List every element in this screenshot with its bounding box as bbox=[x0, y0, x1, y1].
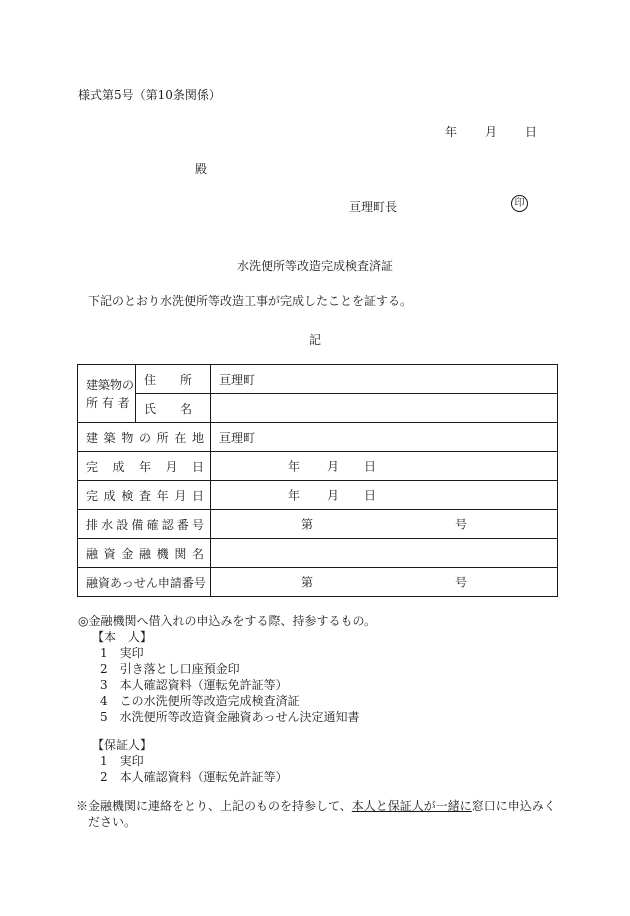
go-label: 号 bbox=[455, 575, 468, 590]
footer-note-underlined: 本人と保証人が一緒に bbox=[351, 799, 472, 813]
footer-note bbox=[76, 798, 556, 814]
owner-label-line2: 所 有 者 bbox=[86, 395, 130, 410]
month-label: 月 bbox=[485, 125, 498, 139]
day-label: 日 bbox=[364, 459, 377, 474]
guarantor-heading: 【保証人】 bbox=[92, 738, 153, 752]
inspection-date-value bbox=[211, 481, 558, 510]
bank-name-label: 融資金融機関名 bbox=[78, 539, 211, 568]
notes-heading: ◎金融機関へ借入れの申込みをする際、持参するもの。 bbox=[78, 614, 376, 628]
drain-number-label: 排水設備確認番号 bbox=[78, 510, 211, 539]
principal-heading: 【本 人】 bbox=[92, 630, 153, 644]
address-label: 住 所 bbox=[136, 365, 211, 394]
completion-date-label: 完成年月日 bbox=[78, 452, 211, 481]
list-item: 2 引き落とし口座預金印 bbox=[100, 662, 240, 676]
year-label: 年 bbox=[288, 459, 301, 474]
address-value: 亘理町 bbox=[211, 365, 558, 394]
loan-number-value bbox=[211, 568, 558, 597]
form-number: 様式第5号（第10条関係） bbox=[78, 88, 221, 102]
seal-icon: 印 bbox=[511, 195, 528, 212]
addressee-suffix: 殿 bbox=[195, 162, 208, 176]
footer-note-continued: ださい。 bbox=[88, 815, 137, 829]
inspection-date-label: 完成検査年月日 bbox=[78, 481, 211, 510]
owner-label bbox=[78, 365, 136, 423]
year-label: 年 bbox=[288, 488, 301, 503]
document-title: 水洗便所等改造完成検査済証 bbox=[236, 259, 393, 273]
ki-heading: 記 bbox=[308, 333, 321, 347]
list-item: 3 本人確認資料（運転免許証等） bbox=[100, 678, 288, 692]
footer-note-part: ※金融機関に連絡をとり、上記のものを持参して、 bbox=[76, 799, 352, 813]
location-value: 亘理町 bbox=[211, 423, 558, 452]
loan-number-label: 融資あっせん申請番号 bbox=[78, 568, 211, 597]
list-item: 1 実印 bbox=[100, 646, 144, 660]
footer-note-part: 窓口に申込みく bbox=[471, 799, 556, 813]
issue-date bbox=[445, 123, 537, 140]
list-item: 5 水洗便所等改造資金融資あっせん決定通知書 bbox=[100, 710, 360, 724]
list-item: 1 実印 bbox=[100, 754, 144, 768]
list-item: 4 この水洗便所等改造完成検査済証 bbox=[100, 694, 300, 708]
bank-name-value bbox=[211, 539, 558, 568]
dai-label: 第 bbox=[301, 575, 314, 590]
day-label: 日 bbox=[525, 125, 538, 139]
location-label: 建築物の所在地 bbox=[78, 423, 211, 452]
drain-number-value bbox=[211, 510, 558, 539]
owner-label-line1: 建築物の bbox=[86, 377, 135, 392]
notes-section bbox=[78, 613, 558, 843]
dai-label: 第 bbox=[301, 517, 314, 532]
day-label: 日 bbox=[364, 488, 377, 503]
list-item: 2 本人確認資料（運転免許証等） bbox=[100, 770, 288, 784]
month-label: 月 bbox=[327, 488, 340, 503]
issuer-name: 亘理町長 bbox=[349, 200, 398, 214]
name-label: 氏 名 bbox=[136, 394, 211, 423]
name-value bbox=[211, 394, 558, 423]
go-label: 号 bbox=[455, 517, 468, 532]
year-label: 年 bbox=[445, 125, 458, 139]
certification-statement: 下記のとおり水洗便所等改造工事が完成したことを証する。 bbox=[88, 294, 413, 308]
completion-date-value bbox=[211, 452, 558, 481]
month-label: 月 bbox=[327, 459, 340, 474]
certificate-table bbox=[77, 364, 558, 597]
